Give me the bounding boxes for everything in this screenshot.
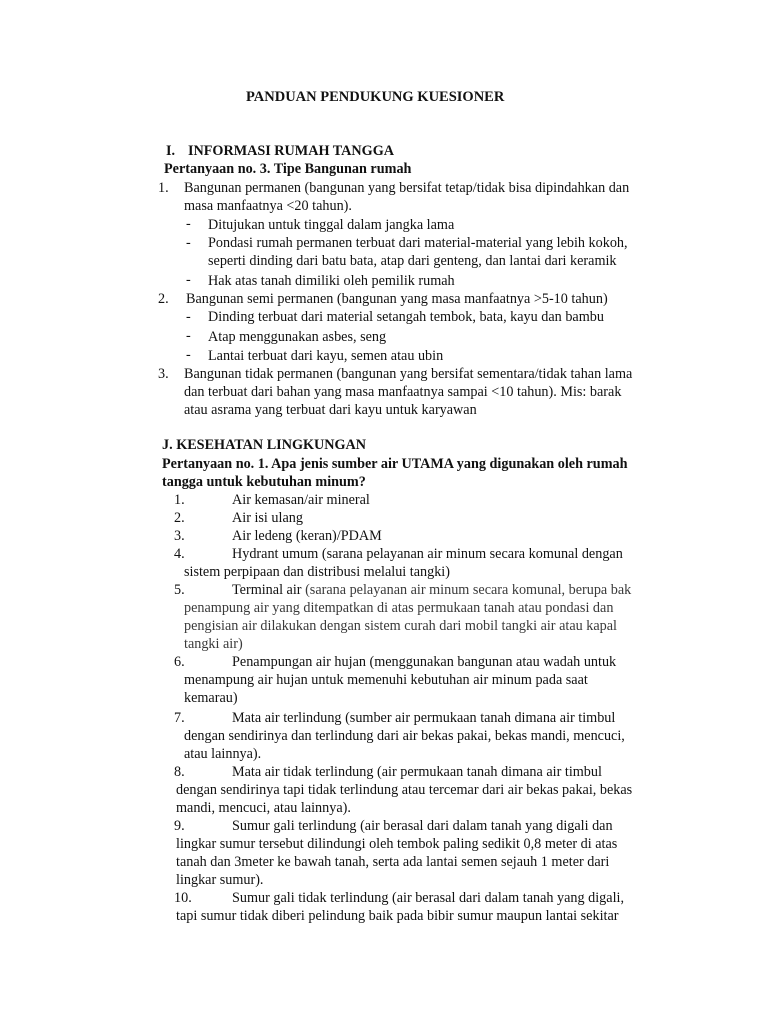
- list-item-text: atau asrama yang terbuat dari kayu untuk karyawan: [184, 402, 477, 418]
- bullet-text: Hak atas tanah dimiliki oleh pemilik rumah: [208, 273, 455, 289]
- list-item-text: tangki air): [184, 636, 243, 652]
- list-item-text: Hydrant umum (sarana pelayanan air minum secara komunal dengan: [232, 546, 623, 562]
- list-item-number: 1.: [174, 492, 185, 508]
- list-item-text: Sumur gali terlindung (air berasal dari dalam tanah yang digali dan: [232, 818, 613, 834]
- list-item-text: Air isi ulang: [232, 510, 303, 526]
- list-item-text: kemarau): [184, 690, 238, 706]
- section-i-question: Pertanyaan no. 3. Tipe Bangunan rumah: [164, 161, 412, 177]
- list-item-number: 1.: [158, 180, 169, 196]
- list-item-text: tanah dan 3meter ke bawah tanah, serta ada lantai semen sejauh 1 meter dari: [176, 854, 610, 870]
- list-item-text: lingkar sumur).: [176, 872, 264, 888]
- list-item-text: dan terbuat dari bahan yang masa manfaatnya sampai <10 tahun). Mis: barak: [184, 384, 622, 400]
- bullet-dash: -: [186, 328, 191, 344]
- bullet-dash: -: [186, 309, 191, 325]
- list-item-text: Air kemasan/air mineral: [232, 492, 370, 508]
- list-item-text: Penampungan air hujan (menggunakan bangunan atau wadah untuk: [232, 654, 617, 670]
- list-item-text: Air ledeng (keran)/PDAM: [232, 528, 382, 544]
- list-item-text: Bangunan tidak permanen (bangunan yang bersifat sementara/tidak tahan lama: [184, 366, 633, 382]
- document-title: PANDUAN PENDUKUNG KUESIONER: [246, 89, 505, 105]
- list-item-text: mandi, mencuci, atau lainnya).: [176, 800, 351, 816]
- bullet-dash: -: [186, 347, 191, 363]
- list-item-number: 3.: [174, 528, 185, 544]
- list-item-text: tapi sumur tidak diberi pelindung baik pada bibir sumur maupun lantai sekitar: [176, 908, 619, 924]
- list-item-number: 9.: [174, 818, 185, 834]
- bullet-text: Atap menggunakan asbes, seng: [208, 329, 387, 345]
- list-item-text: Sumur gali tidak terlindung (air berasal dari dalam tanah yang digali,: [232, 890, 625, 906]
- list-item-text: menampung air hujan untuk memenuhi kebutuhan air minum pada saat: [184, 672, 588, 688]
- list-item-text: Mata air terlindung (sumber air permukaan tanah dimana air timbul: [232, 710, 616, 726]
- section-j-heading: J. KESEHATAN LINGKUNGAN: [162, 437, 367, 453]
- list-item-text: Bangunan permanen (bangunan yang bersifat tetap/tidak bisa dipindahkan dan: [184, 180, 630, 196]
- section-i-heading: INFORMASI RUMAH TANGGA: [188, 143, 394, 159]
- list-item-text: Bangunan semi permanen (bangunan yang masa manfaatnya >5-10 tahun): [186, 291, 608, 307]
- list-item-number: 8.: [174, 764, 185, 780]
- list-item-number: 5.: [174, 582, 185, 598]
- list-item-number: 2.: [158, 291, 169, 307]
- list-item-number: 3.: [158, 366, 169, 382]
- list-item-text: dengan sendirinya dan terlindung dari air bekas pakai, bekas mandi, mencuci,: [184, 728, 625, 744]
- term-label: Terminal air: [232, 582, 302, 598]
- bullet-text: Dinding terbuat dari material setangah tembok, bata, kayu dan bambu: [208, 309, 604, 325]
- bullet-text: Ditujukan untuk tinggal dalam jangka lama: [208, 217, 455, 233]
- bullet-dash: -: [186, 235, 191, 251]
- list-item-text: masa manfaatnya <20 tahun).: [184, 198, 352, 214]
- section-j-question: tangga untuk kebutuhan minum?: [162, 474, 366, 490]
- section-i-numeral: I.: [166, 143, 176, 159]
- bullet-text: Pondasi rumah permanen terbuat dari material-material yang lebih kokoh,: [208, 235, 628, 251]
- term-description: (sarana pelayanan air minum secara komunal, berupa bak: [301, 582, 632, 598]
- list-item-text: [232, 581, 631, 599]
- section-j-question: Pertanyaan no. 1. Apa jenis sumber air UTAMA yang digunakan oleh rumah: [162, 456, 628, 472]
- list-item-number: 2.: [174, 510, 185, 526]
- list-item-text: penampung air yang ditempatkan di atas permukaan tanah atau pondasi dan: [184, 600, 614, 616]
- list-item-number: 4.: [174, 546, 185, 562]
- list-item-number: 10.: [174, 890, 192, 906]
- list-item-text: dengan sendirinya tapi tidak terlindung atau tercemar dari air bekas pakai, bekas: [176, 782, 633, 798]
- list-item-number: 6.: [174, 654, 185, 670]
- list-item-text: atau lainnya).: [184, 746, 262, 762]
- bullet-dash: -: [186, 216, 191, 232]
- list-item-text: Mata air tidak terlindung (air permukaan tanah dimana air timbul: [232, 764, 602, 780]
- bullet-dash: -: [186, 272, 191, 288]
- list-item-text: sistem perpipaan dan distribusi melalui tangki): [184, 564, 450, 580]
- list-item-text: pengisian air dilakukan dengan sistem curah dari mobil tangki air atau kapal: [184, 618, 617, 634]
- list-item-number: 7.: [174, 710, 185, 726]
- bullet-text: seperti dinding dari batu bata, atap dari genteng, dan lantai dari keramik: [208, 253, 617, 269]
- bullet-text: Lantai terbuat dari kayu, semen atau ubin: [208, 348, 444, 364]
- list-item-text: lingkar sumur tersebut dilindungi oleh tembok paling sedikit 0,8 meter di atas: [176, 836, 618, 852]
